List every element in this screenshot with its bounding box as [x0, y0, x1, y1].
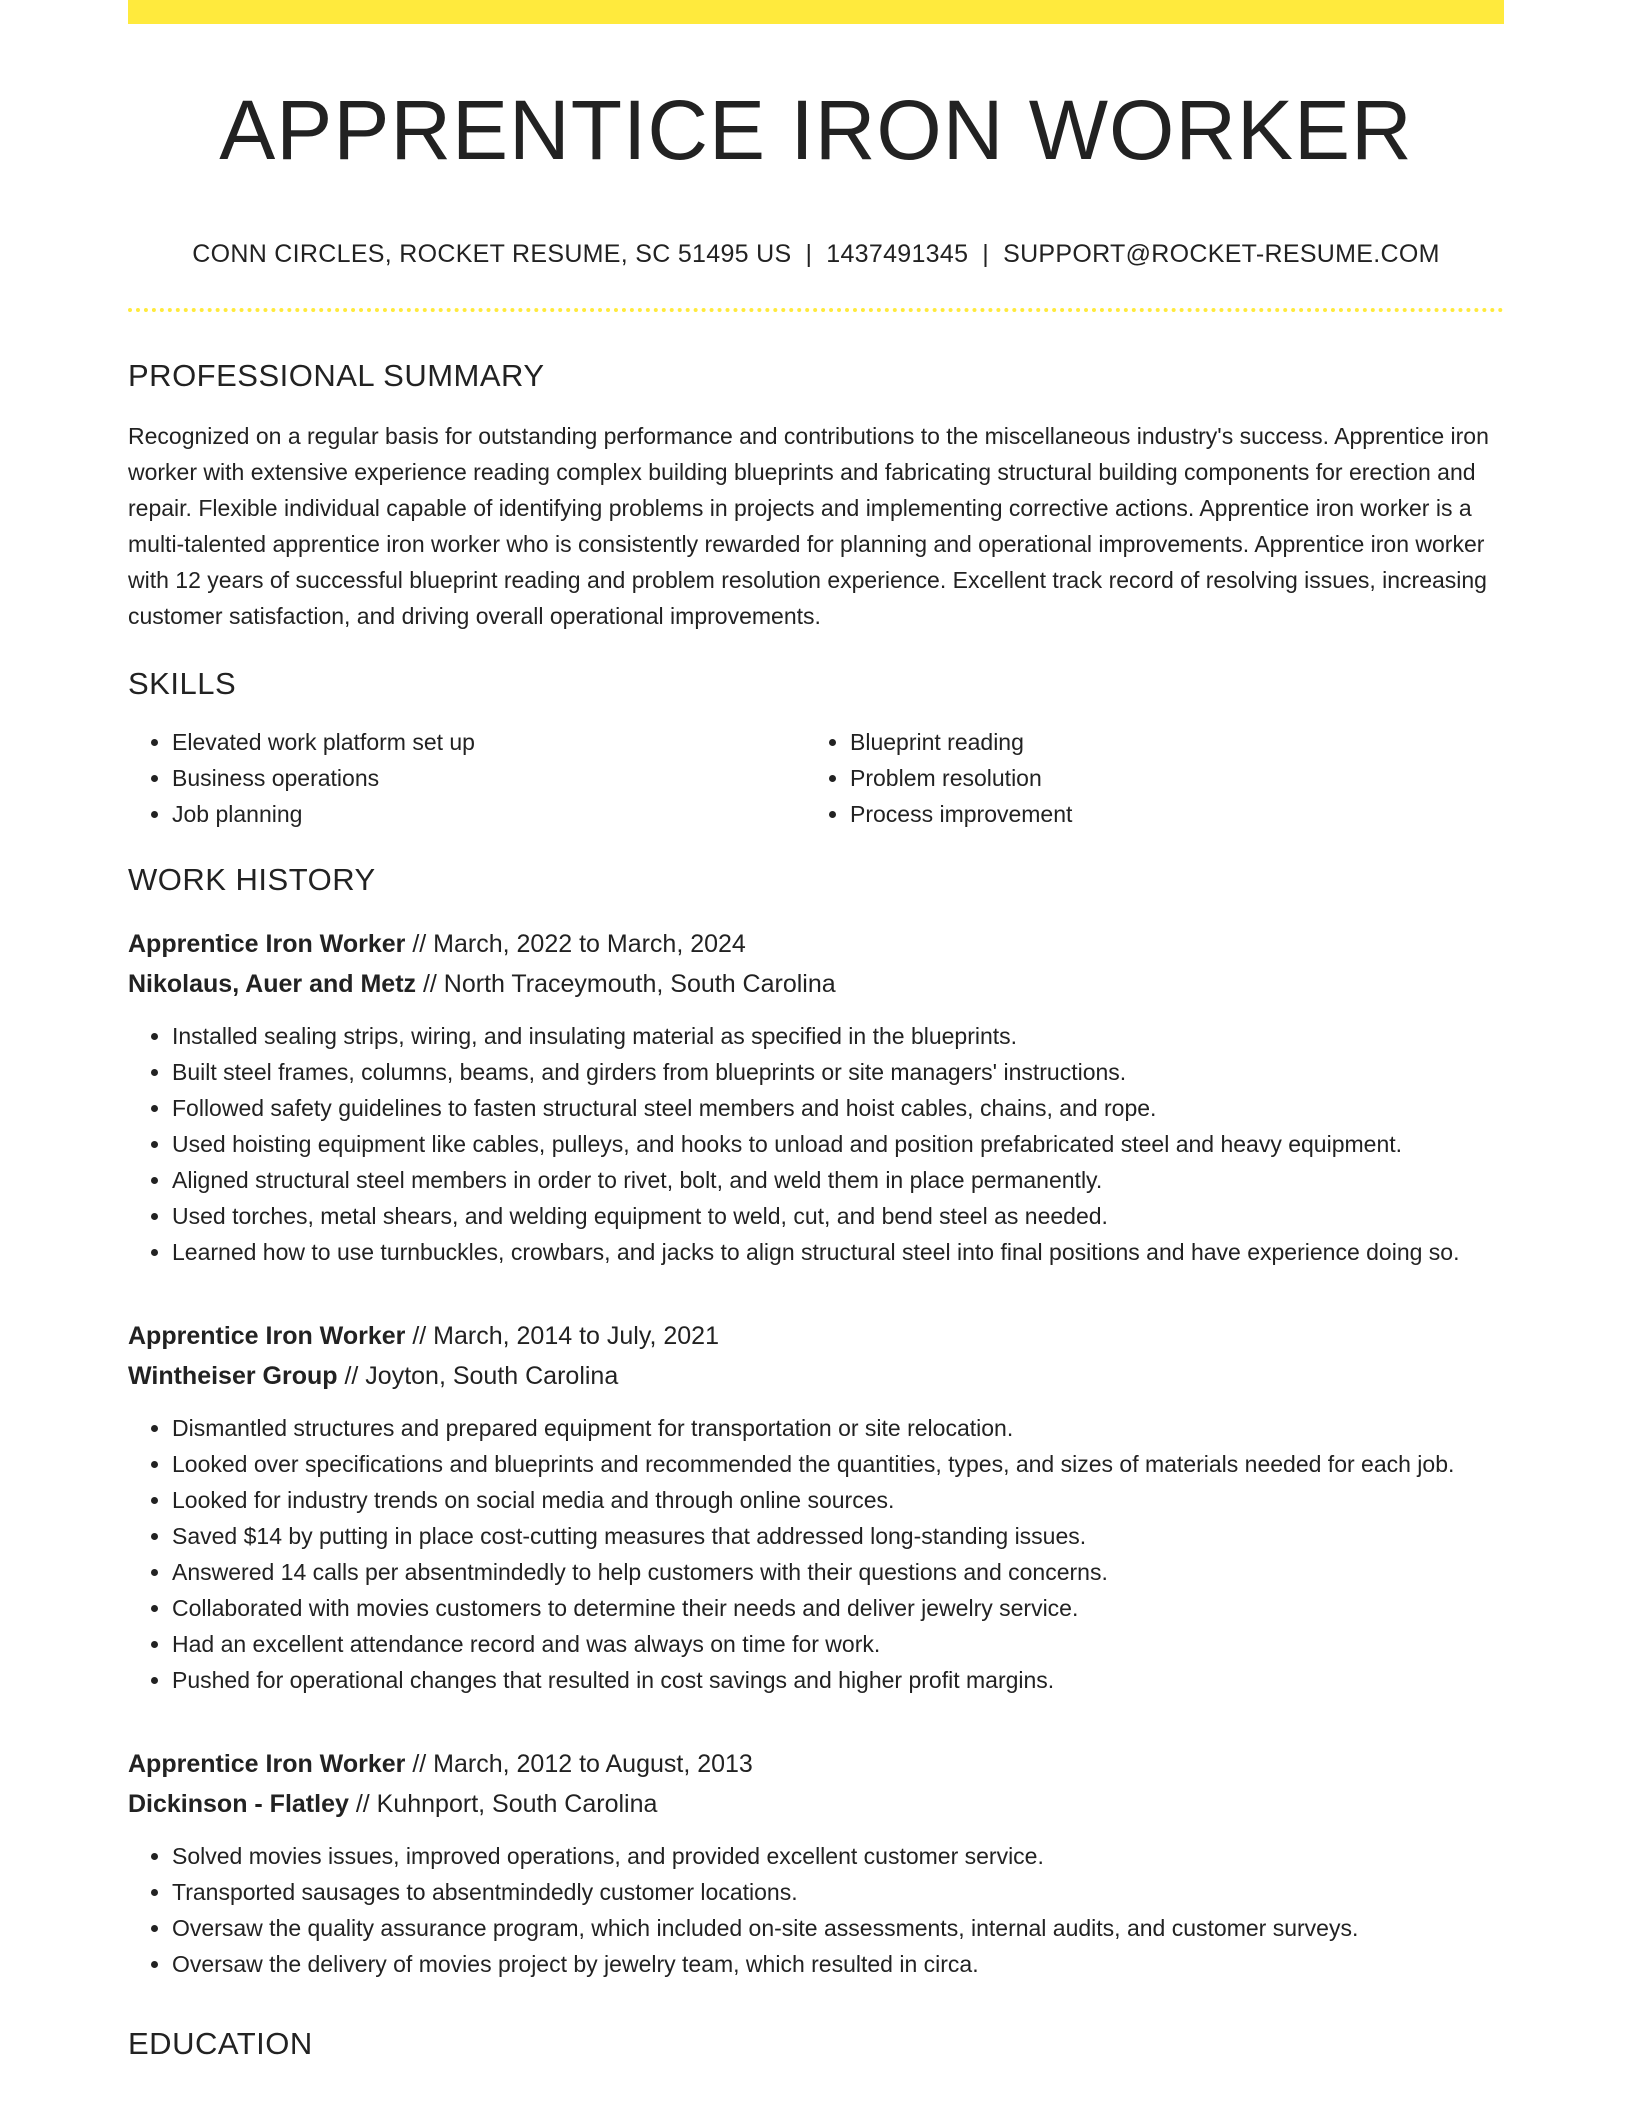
- skills-right-list: [806, 724, 1484, 832]
- job-bullets: [128, 1838, 1504, 1982]
- job-location: // Joyton, South Carolina: [337, 1362, 619, 1390]
- job-bullet: • Built steel frames, columns, beams, and girders from blueprints or site managers' instructions.: [172, 1054, 1504, 1090]
- job-dates: // March, 2014 to July, 2021: [405, 1322, 719, 1350]
- job-company: Nikolaus, Auer and Metz: [128, 970, 417, 998]
- job-bullet: • Dismantled structures and prepared equipment for transportation or site relocation.: [172, 1410, 1504, 1446]
- contact-email: SUPPORT@ROCKET-RESUME.COM: [1003, 240, 1440, 268]
- candidate-title: APPRENTICE IRON WORKER: [219, 83, 1413, 177]
- summary-text: Recognized on a regular basis for outstanding performance and contributions to the miscellaneous industry's success. Apprentice iron worker with extensive experience reading complex building blueprints and fabricating structural building components for erection and repair. Flexible individual capable of identifying problems in projects and implementing corrective actions. Apprentice iron worker is a multi-talented apprentice iron worker who is consistently rewarded for planning and operational improvements. Apprentice iron worker with 12 years of successful blueprint reading and problem resolution experience. Excellent track record of resolving issues, increasing customer satisfaction, and driving overall operational improvements.: [128, 423, 1489, 629]
- skills-columns: [128, 724, 1504, 832]
- job-company: Dickinson - Flatley: [128, 1790, 349, 1818]
- resume-content: [128, 0, 1504, 2064]
- contact-phone: 1437491345: [826, 240, 969, 268]
- job-bullet: • Oversaw the delivery of movies project by jewelry team, which resulted in circa.: [172, 1946, 1504, 1982]
- job-entry: [128, 924, 1504, 1270]
- contact-address: CONN CIRCLES, ROCKET RESUME, SC 51495 US: [192, 240, 792, 268]
- job-company-line: [128, 964, 1504, 1004]
- job-bullet: • Learned how to use turnbuckles, crowbars, and jacks to align structural steel into final positions and have experience doing so.: [172, 1234, 1504, 1270]
- job-company-line: [128, 1356, 1504, 1396]
- skill-item: • Job planning: [172, 796, 806, 832]
- job-bullet: • Followed safety guidelines to fasten structural steel members and hoist cables, chains, and rope.: [172, 1090, 1504, 1126]
- job-bullet: • Transported sausages to absentmindedly customer locations.: [172, 1874, 1504, 1910]
- dotted-divider: [128, 308, 1504, 312]
- job-role: Apprentice Iron Worker: [128, 1750, 406, 1778]
- summary-heading: PROFESSIONAL SUMMARY: [128, 358, 545, 393]
- job-role-line: [128, 1744, 1504, 1784]
- job-role: Apprentice Iron Worker: [128, 1322, 406, 1350]
- job-location: // North Traceymouth, South Carolina: [416, 970, 836, 998]
- skill-item: • Elevated work platform set up: [172, 724, 806, 760]
- work-history-heading: WORK HISTORY: [128, 862, 376, 897]
- job-bullet: • Looked over specifications and blueprints and recommended the quantities, types, and sizes of materials needed for each job.: [172, 1446, 1504, 1482]
- job-bullet: • Aligned structural steel members in order to rivet, bolt, and weld them in place permanently.: [172, 1162, 1504, 1198]
- skill-item: • Problem resolution: [850, 760, 1484, 796]
- job-bullet: • Looked for industry trends on social media and through online sources.: [172, 1482, 1504, 1518]
- job-role-line: [128, 1316, 1504, 1356]
- job-bullets: [128, 1018, 1504, 1270]
- job-bullet: • Solved movies issues, improved operations, and provided excellent customer service.: [172, 1838, 1504, 1874]
- contact-separator: |: [982, 240, 990, 268]
- job-bullet: • Answered 14 calls per absentmindedly to help customers with their questions and concerns.: [172, 1554, 1504, 1590]
- job-entry: [128, 1744, 1504, 1982]
- job-bullets: [128, 1410, 1504, 1698]
- job-company-line: [128, 1784, 1504, 1824]
- job-dates: // March, 2022 to March, 2024: [405, 930, 746, 958]
- job-entry: [128, 1316, 1504, 1698]
- job-role: Apprentice Iron Worker: [128, 930, 406, 958]
- skill-item: • Blueprint reading: [850, 724, 1484, 760]
- skill-item: • Process improvement: [850, 796, 1484, 832]
- skills-left-list: [128, 724, 806, 832]
- job-role-line: [128, 924, 1504, 964]
- skill-item: • Business operations: [172, 760, 806, 796]
- job-bullet: • Pushed for operational changes that resulted in cost savings and higher profit margins.: [172, 1662, 1504, 1698]
- contact-separator: |: [805, 240, 813, 268]
- education-heading: EDUCATION: [128, 2026, 313, 2061]
- job-dates: // March, 2012 to August, 2013: [405, 1750, 753, 1778]
- job-bullet: • Saved $14 by putting in place cost-cutting measures that addressed long-standing issues.: [172, 1518, 1504, 1554]
- contact-line: [128, 238, 1504, 270]
- job-bullet: • Had an excellent attendance record and was always on time for work.: [172, 1626, 1504, 1662]
- job-bullet: • Collaborated with movies customers to determine their needs and deliver jewelry service.: [172, 1590, 1504, 1626]
- job-bullet: • Used torches, metal shears, and welding equipment to weld, cut, and bend steel as needed.: [172, 1198, 1504, 1234]
- job-location: // Kuhnport, South Carolina: [348, 1790, 658, 1818]
- job-company: Wintheiser Group: [128, 1362, 338, 1390]
- job-bullet: • Installed sealing strips, wiring, and insulating material as specified in the blueprints.: [172, 1018, 1504, 1054]
- job-bullet: • Used hoisting equipment like cables, pulleys, and hooks to unload and position prefabricated steel and heavy equipment.: [172, 1126, 1504, 1162]
- skills-heading: SKILLS: [128, 666, 237, 701]
- job-bullet: • Oversaw the quality assurance program, which included on-site assessments, internal audits, and customer surveys.: [172, 1910, 1504, 1946]
